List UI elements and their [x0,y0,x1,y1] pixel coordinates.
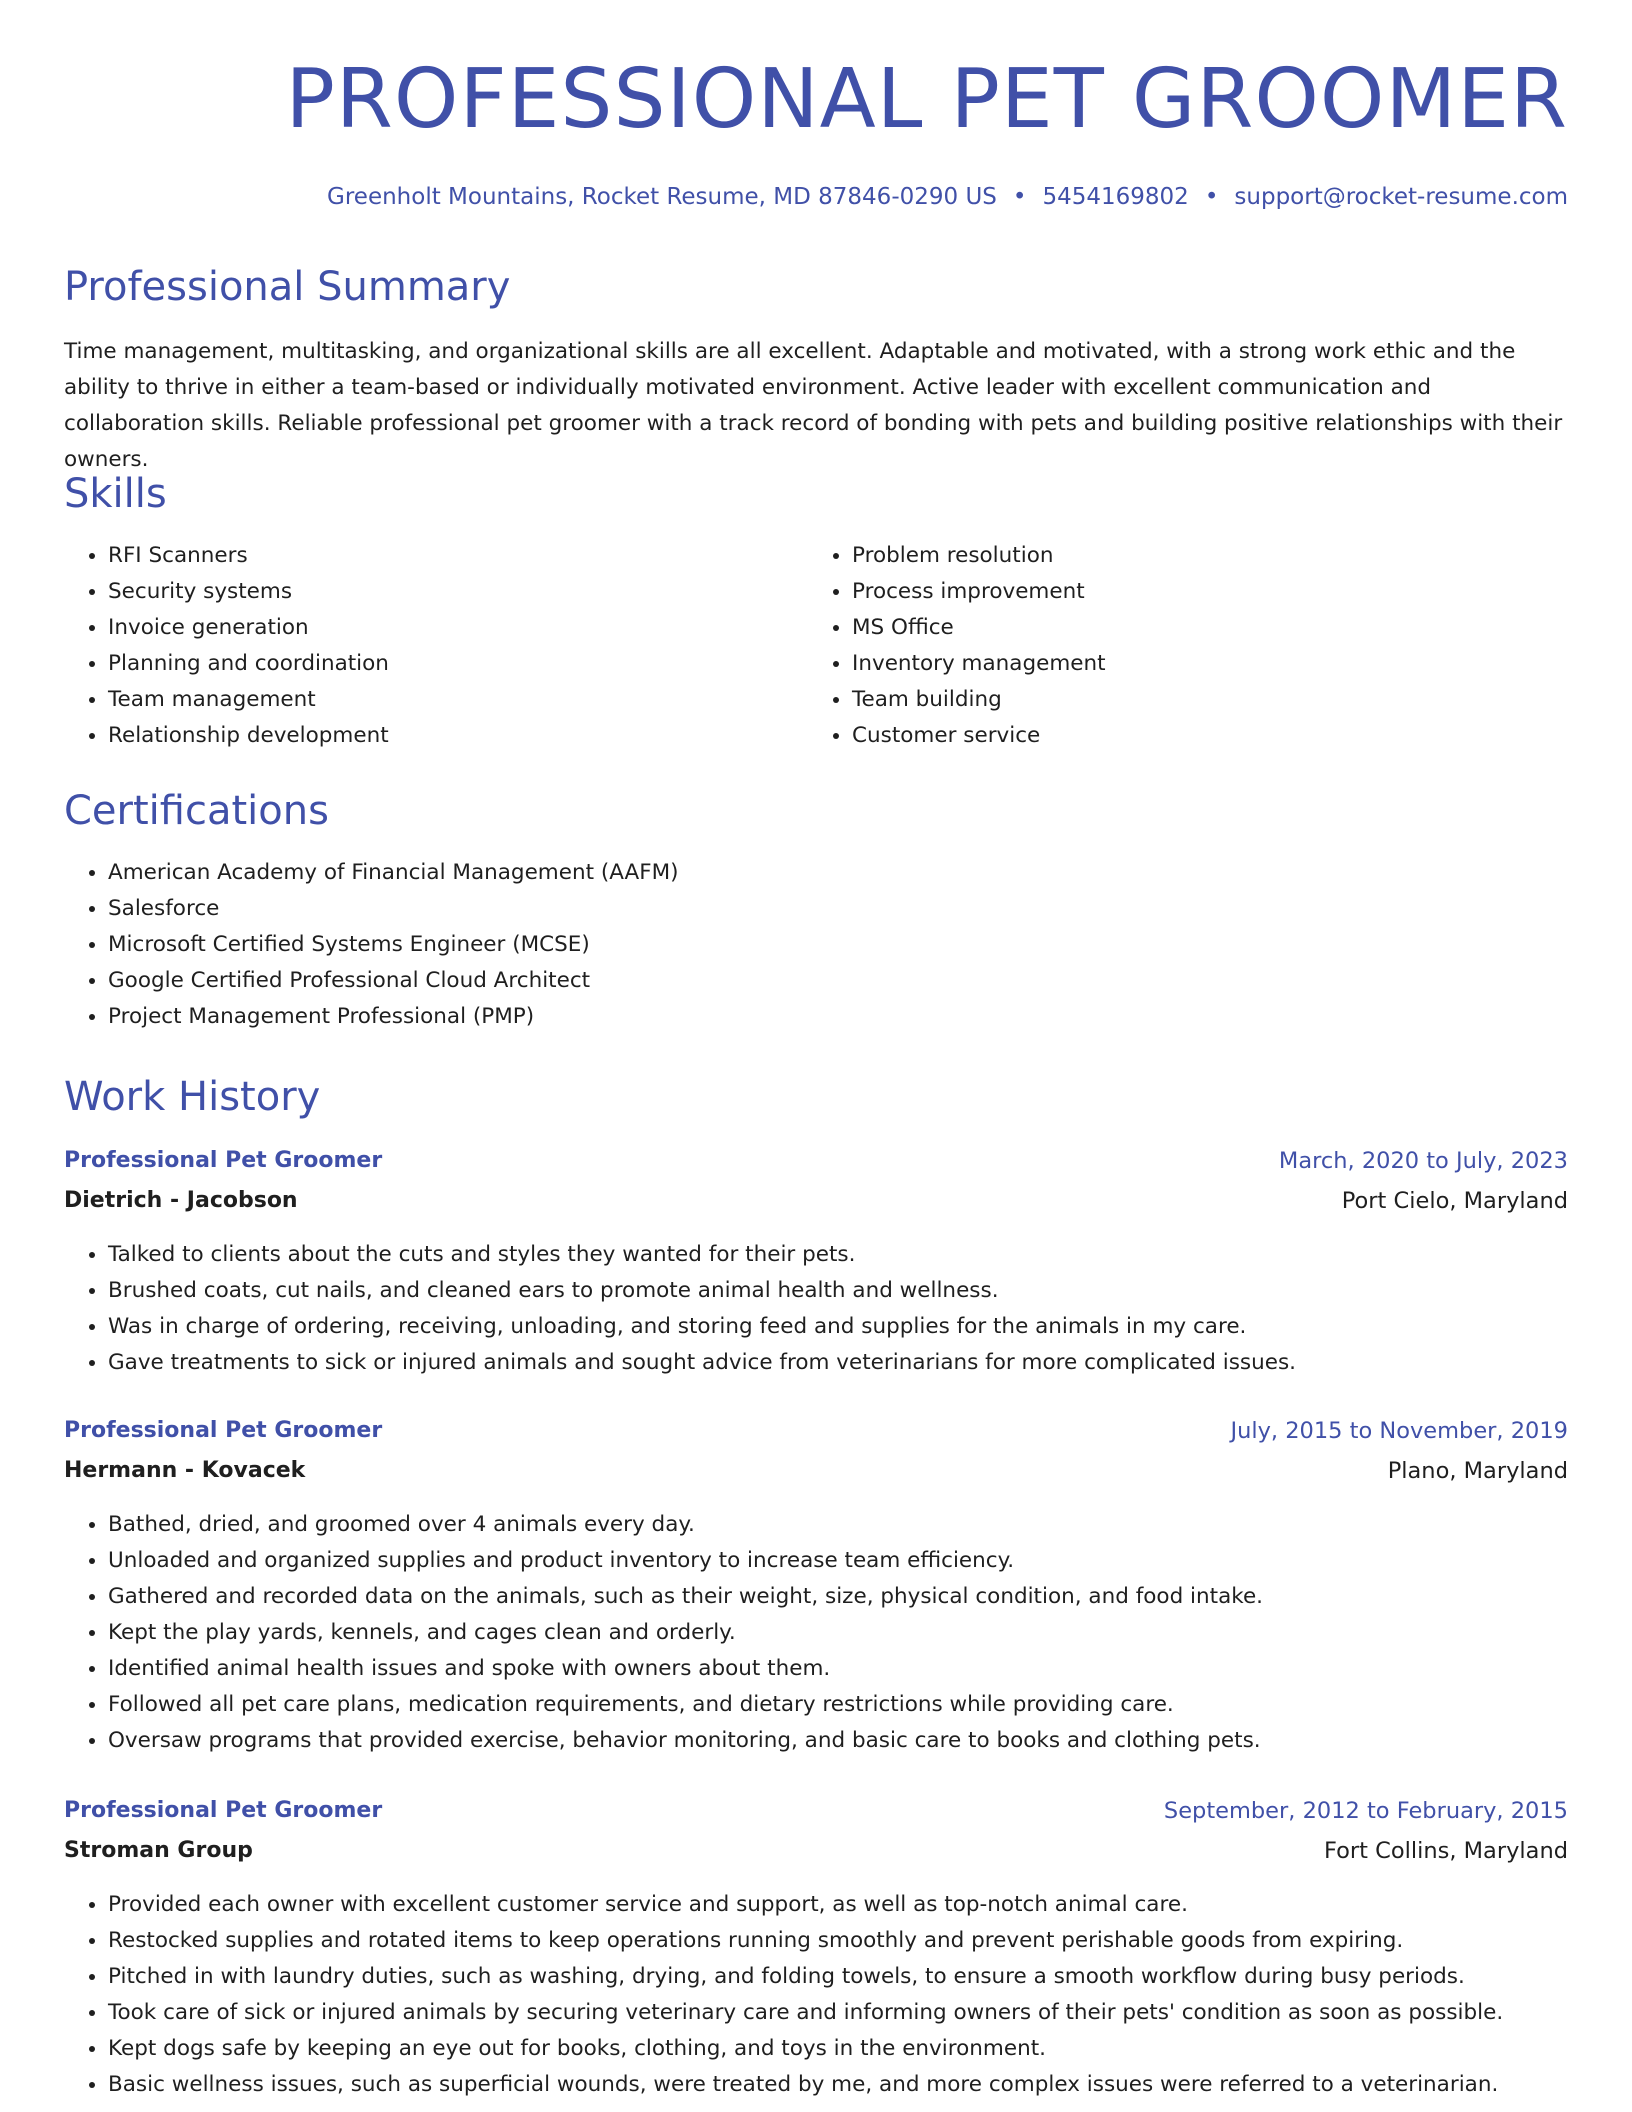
job-bullet-item: • Basic wellness issues, such as superficial wounds, were treated by me, and more complex issues were referred to a veterinarian. [108,2067,1503,2103]
job-company: Dietrich - Jacobson [64,1188,298,1213]
skill-item: • Relationship development [108,718,389,754]
certification-item: • American Academy of Financial Management (AAFM) [108,855,679,891]
skills-list-left [64,538,389,754]
job-bullet-item: • Oversaw programs that provided exercise, behavior monitoring, and basic care to books and clothing pets. [108,1723,1263,1759]
skill-item: • RFI Scanners [108,538,389,574]
job-dates: September, 2012 to February, 2015 [1163,1798,1568,1824]
job-company: Hermann - Kovacek [64,1458,306,1483]
job-bullet-item: • Pitched in with laundry duties, such as washing, drying, and folding towels, to ensure a smooth workflow during busy periods. [108,1959,1503,1995]
job-bullet-item: • Identified animal health issues and spoke with owners about them. [108,1651,1263,1687]
job-bullet-item: • Bathed, dried, and groomed over 4 animals every day. [108,1507,1263,1543]
skill-item: • MS Office [852,610,1106,646]
skill-item: • Planning and coordination [108,646,389,682]
certifications-list [64,855,679,1035]
section-heading-certifications: Certifications [64,788,329,834]
job-bullet-item: • Kept the play yards, kennels, and cages clean and orderly. [108,1615,1263,1651]
job-bullet-item: • Unloaded and organized supplies and product inventory to increase team efficiency. [108,1543,1263,1579]
skill-item: • Team management [108,682,389,718]
contact-phone: 5454169802 [1042,184,1189,210]
job-location: Port Cielo, Maryland [1341,1188,1568,1214]
skill-item: • Problem resolution [852,538,1106,574]
contact-separator: • [1012,184,1027,210]
contact-separator: • [1204,184,1219,210]
job-title: Professional Pet Groomer [64,1418,383,1443]
job-bullet-item: • Kept dogs safe by keeping an eye out for books, clothing, and toys in the environment. [108,2031,1503,2067]
job-bullet-item: • Restocked supplies and rotated items to keep operations running smoothly and prevent perishable goods from expiring. [108,1923,1503,1959]
skill-item: • Security systems [108,574,389,610]
contact-line [327,180,1568,214]
skill-item: • Invoice generation [108,610,389,646]
job-title: Professional Pet Groomer [64,1148,383,1173]
job-bullets [64,1237,1296,1381]
certification-item: • Microsoft Certified Systems Engineer (MCSE) [108,927,679,963]
job-location: Plano, Maryland [1387,1458,1568,1484]
skill-item: • Process improvement [852,574,1106,610]
resume-title: PROFESSIONAL PET GROOMER [285,52,1568,147]
section-heading-skills: Skills [64,471,167,517]
skill-item: • Customer service [852,718,1106,754]
job-bullet-item: • Gathered and recorded data on the animals, such as their weight, size, physical condition, and food intake. [108,1579,1263,1615]
job-dates: March, 2020 to July, 2023 [1278,1148,1568,1174]
job-dates: July, 2015 to November, 2019 [1230,1418,1568,1444]
job-company: Stroman Group [64,1838,253,1863]
job-bullet-item: • Brushed coats, cut nails, and cleaned ears to promote animal health and wellness. [108,1273,1296,1309]
skills-list-right [808,538,1106,754]
summary-text: Time management, multitasking, and organizational skills are all excellent. Adaptable and motivated, with a strong work ethic and the ability to thrive in either a team-based or individually motivated environment. Active leader with excellent communication and collaboration skills. Reliable professional pet groomer with a track record of bonding with pets and building positive relationships with their owners. [64,339,1563,472]
certification-item: • Google Certified Professional Cloud Architect [108,963,679,999]
contact-email[interactable]: support@rocket-resume.com [1234,184,1568,210]
certification-item: • Project Management Professional (PMP) [108,999,679,1035]
job-bullets [64,1887,1503,2103]
job-bullet-item: • Provided each owner with excellent customer service and support, as well as top-notch animal care. [108,1887,1503,1923]
skill-item: • Inventory management [852,646,1106,682]
skill-item: • Team building [852,682,1106,718]
section-heading-work-history: Work History [64,1074,321,1120]
job-bullet-item: • Gave treatments to sick or injured animals and sought advice from veterinarians for more complicated issues. [108,1345,1296,1381]
job-title: Professional Pet Groomer [64,1798,383,1823]
section-heading-summary: Professional Summary [64,264,511,310]
job-location: Fort Collins, Maryland [1324,1838,1568,1864]
job-bullets [64,1507,1263,1759]
contact-address: Greenholt Mountains, Rocket Resume, MD 87846-0290 US [327,184,997,210]
job-bullet-item: • Was in charge of ordering, receiving, unloading, and storing feed and supplies for the animals in my care. [108,1309,1296,1345]
job-bullet-item: • Talked to clients about the cuts and styles they wanted for their pets. [108,1237,1296,1273]
job-bullet-item: • Took care of sick or injured animals by securing veterinary care and informing owners of their pets' condition as soon as possible. [108,1995,1503,2031]
certification-item: • Salesforce [108,891,679,927]
job-bullet-item: • Followed all pet care plans, medication requirements, and dietary restrictions while providing care. [108,1687,1263,1723]
